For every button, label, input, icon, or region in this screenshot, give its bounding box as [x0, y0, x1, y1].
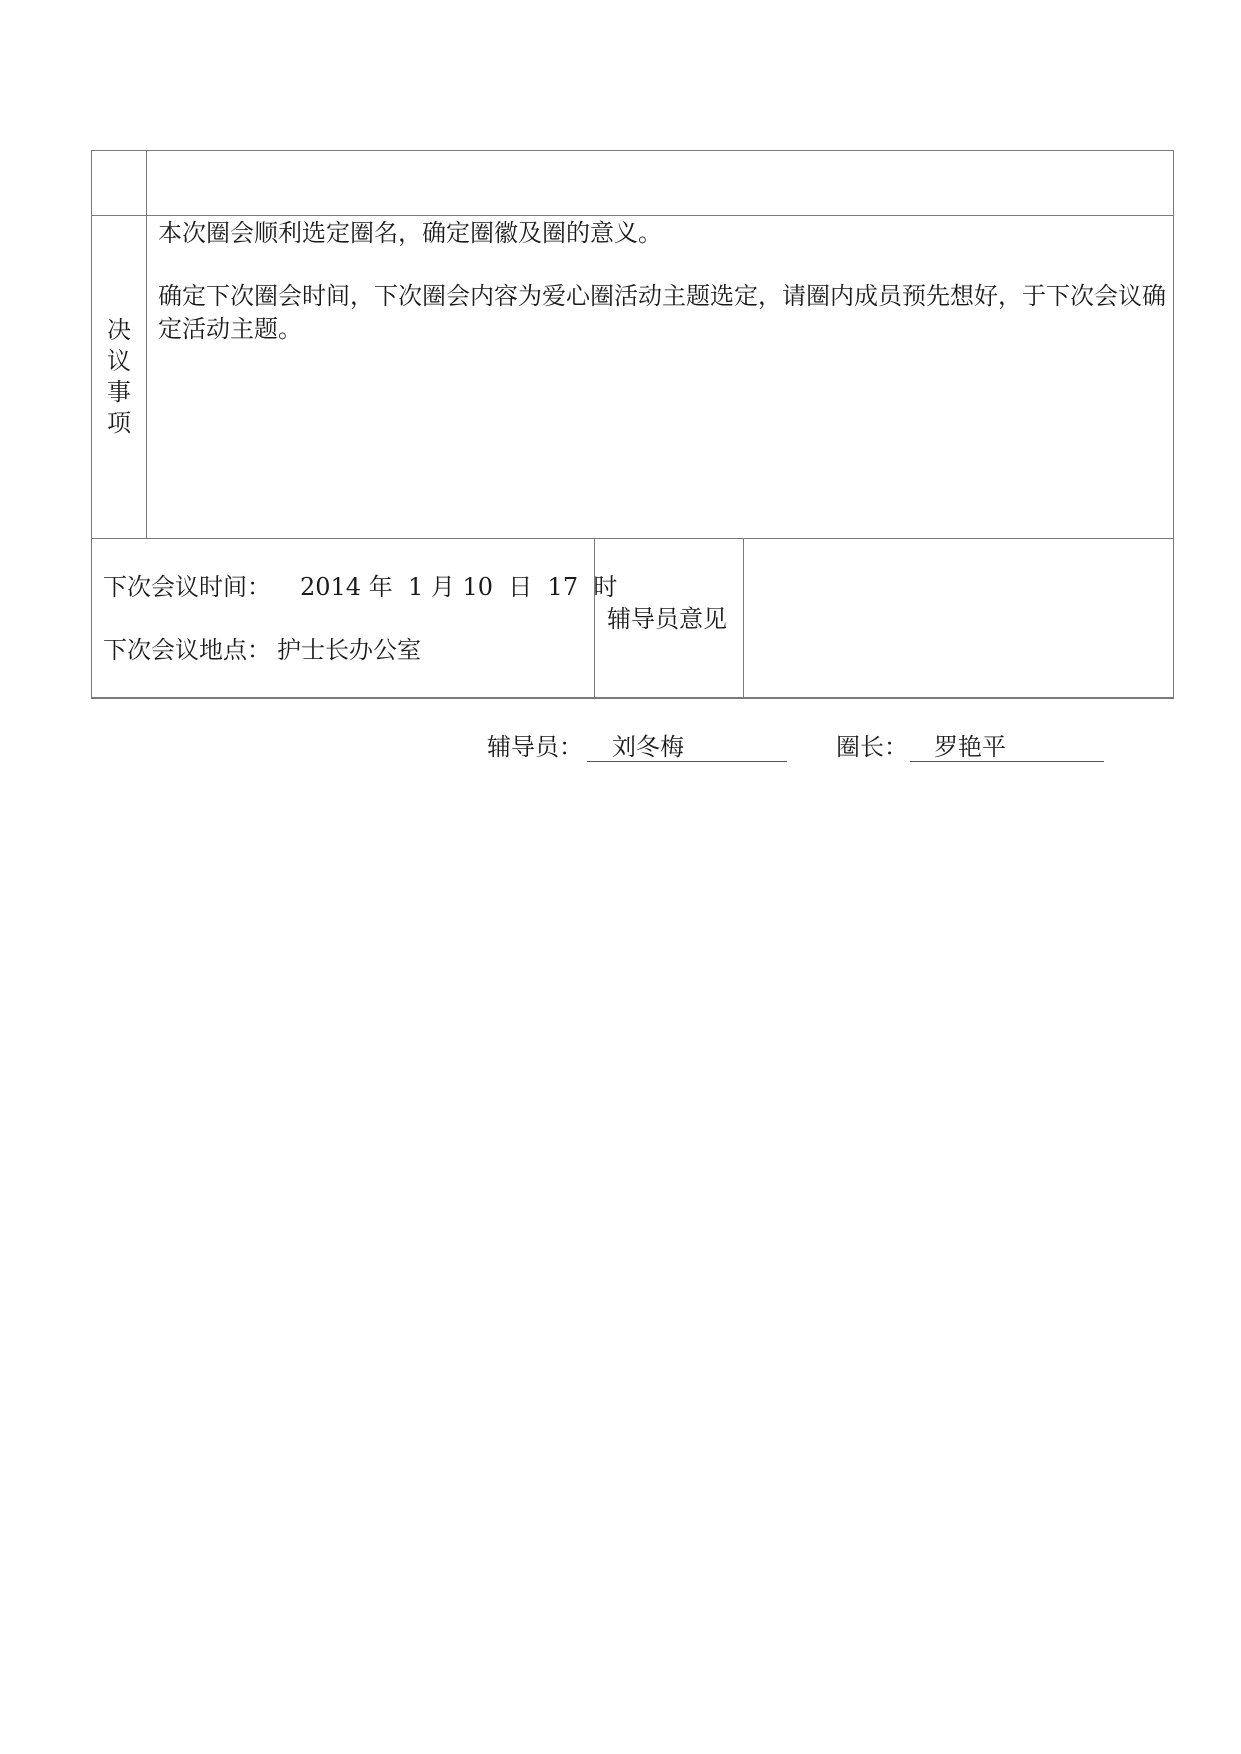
advisor-signature-label: 辅导员：	[487, 733, 583, 761]
next-meeting-divider-2	[743, 538, 744, 699]
next-meeting-divider-1	[594, 538, 595, 699]
leader-signature-line	[910, 761, 1104, 762]
resolutions-label: 决 议 事 项	[107, 316, 131, 437]
table-row-empty	[91, 150, 1174, 216]
next-meeting-place-label: 下次会议地点：	[103, 636, 271, 664]
next-meeting-time-value: 2014 年 1 月 10 日 17 时	[300, 573, 618, 601]
leader-signature-label: 圈长：	[836, 733, 908, 761]
resolution-paragraph-2: 确定下次圈会时间，下次圈会内容为爱心圈活动主题选定，请圈内成员预先想好，于下次会议确定活动主题。	[158, 282, 1166, 343]
leader-signature-name: 罗艳平	[934, 733, 1006, 761]
resolution-paragraph-1: 本次圈会顺利选定圈名，确定圈徽及圈的意义。	[158, 219, 662, 247]
next-meeting-time-label: 下次会议时间：	[103, 573, 271, 601]
advisor-signature-name: 刘冬梅	[612, 733, 684, 761]
advisor-opinion-label: 辅导员意见	[607, 605, 727, 633]
table-row-empty-divider	[146, 150, 147, 216]
advisor-signature-line	[587, 761, 787, 762]
next-meeting-place-value: 护士长办公室	[277, 636, 421, 664]
resolutions-row	[91, 215, 1174, 539]
